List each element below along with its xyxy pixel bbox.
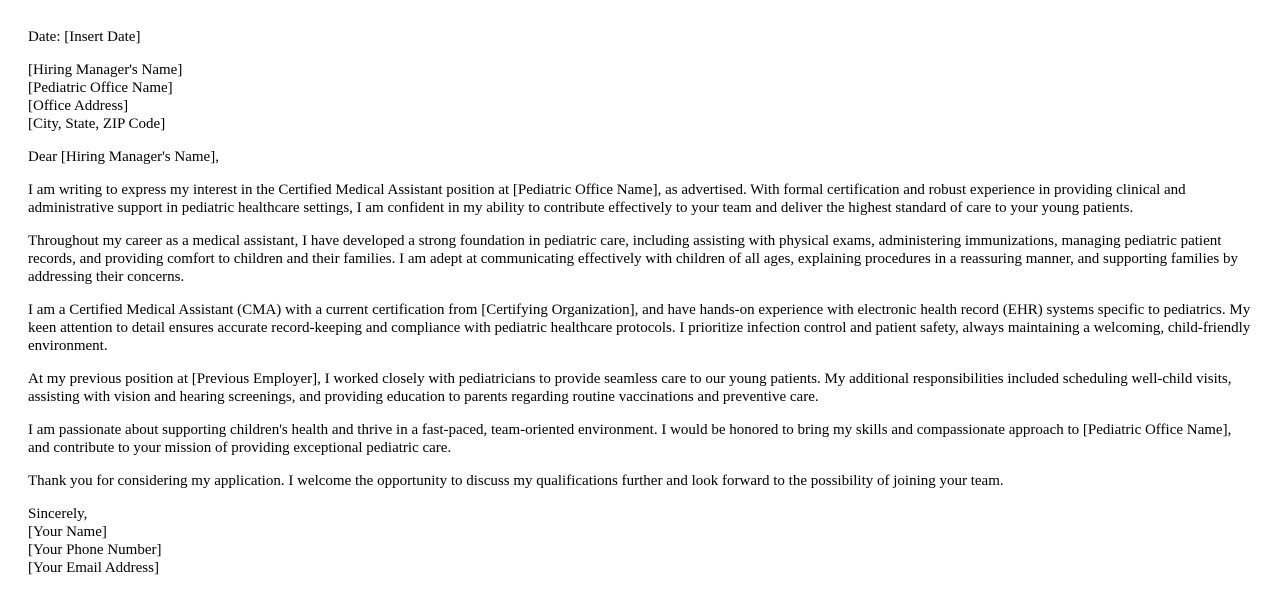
salutation (28, 148, 1256, 166)
signature-block (28, 505, 1256, 577)
cover-letter (28, 28, 1256, 577)
recipient-office: [Pediatric Office Name] (28, 80, 173, 96)
recipient-city-state-zip: [City, State, ZIP Code] (28, 116, 166, 132)
body-paragraph-certification: I am a Certified Medical Assistant (CMA) with a current certification from [Certifying Organization], and have hands-on experience with electronic health record (EHR) systems specific to pediatrics. My keen attention to detail ensures accurate record-keeping and compliance with pediatric healthcare protocols. I prioritize infection control and patient safety, always maintaining a welcoming, child-friendly environment. (28, 302, 1251, 354)
body-paragraph-intro: I am writing to express my interest in the Certified Medical Assistant position at [Pediatric Office Name], as advertised. With formal certification and robust experience in providing clinical and administrative support in pediatric healthcare settings, I am confident in my ability to contribute effectively to your team and deliver the highest standard of care to your young patients. (28, 182, 1186, 216)
recipient-name: [Hiring Manager's Name] (28, 62, 183, 78)
date-line (28, 28, 1256, 46)
date-text: Date: [Insert Date] (28, 29, 141, 45)
salutation-text: Dear [Hiring Manager's Name], (28, 149, 219, 165)
body-paragraph-thanks: Thank you for considering my application. I welcome the opportunity to discuss my qualifications further and look forward to the possibility of joining your team. (28, 473, 1004, 489)
signature-phone: [Your Phone Number] (28, 542, 162, 558)
body-paragraph-previous-employer: At my previous position at [Previous Employer], I worked closely with pediatricians to provide seamless care to our young patients. My additional responsibilities included scheduling well-child visits, assisting with vision and hearing screenings, and providing education to parents regarding routine vaccinations and preventive care. (28, 371, 1232, 405)
signature-name: [Your Name] (28, 524, 107, 540)
recipient-address-block (28, 61, 1256, 133)
body-paragraph-passion: I am passionate about supporting children's health and thrive in a fast-paced, team-oriented environment. I would be honored to bring my skills and compassionate approach to [Pediatric Office Name], and contribute to your mission of providing exceptional pediatric care. (28, 422, 1232, 456)
recipient-address: [Office Address] (28, 98, 129, 114)
closing-text: Sincerely, (28, 506, 88, 522)
body-paragraph-experience: Throughout my career as a medical assistant, I have developed a strong foundation in pediatric care, including assisting with physical exams, administering immunizations, managing pediatric patient records, and providing comfort to children and their families. I am adept at communicating effectively with children of all ages, explaining procedures in a reassuring manner, and supporting families by addressing their concerns. (28, 233, 1238, 285)
signature-email: [Your Email Address] (28, 560, 159, 576)
